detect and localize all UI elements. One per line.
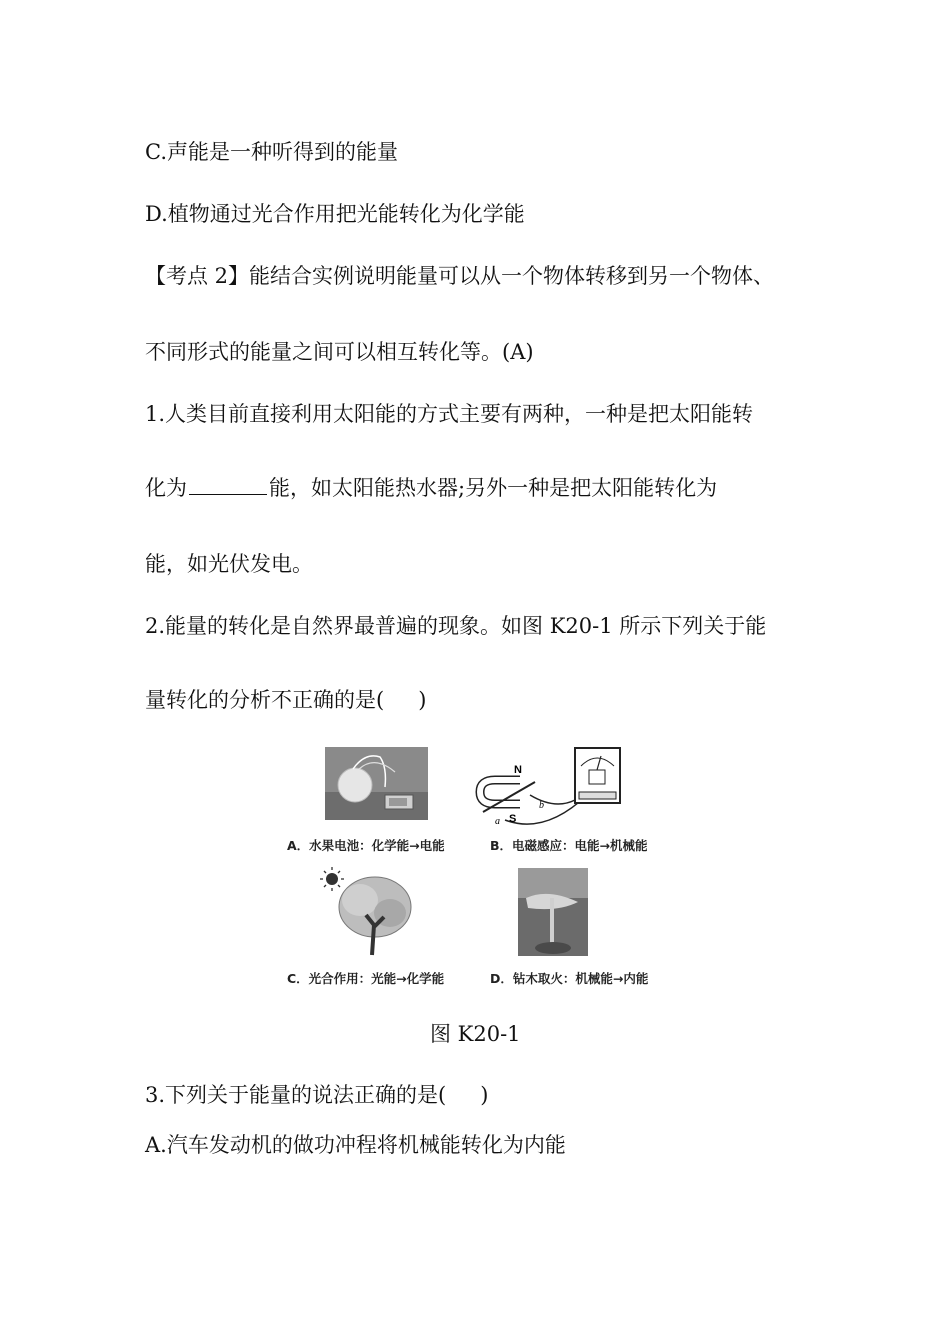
kaodian-line-1: 【考点 2】能结合实例说明能量可以从一个物体转移到另一个物体、 bbox=[145, 264, 775, 288]
figure-caption: 图 K20-1 bbox=[430, 1022, 521, 1046]
sun-icon bbox=[326, 873, 338, 885]
panel-b-caption: B．电磁感应：电能→机械能 bbox=[490, 838, 648, 853]
wire-label-b: b bbox=[539, 800, 544, 811]
panel-d-caption: D．钻木取火：机械能→内能 bbox=[490, 971, 649, 986]
magnet-pole-n: N bbox=[514, 764, 522, 776]
figure-k20-1 bbox=[285, 740, 680, 990]
question-3-close-paren: ) bbox=[480, 1083, 489, 1107]
magnet-pole-s: S bbox=[509, 813, 517, 825]
option-c: C.声能是一种听得到的能量 bbox=[145, 140, 398, 164]
panel-c-caption: C．光合作用：光能→化学能 bbox=[287, 971, 445, 986]
question-1-line-3: 能，如光伏发电。 bbox=[145, 552, 313, 576]
electromagnetic-induction-diagram bbox=[475, 740, 625, 830]
option-d: D.植物通过光合作用把光能转化为化学能 bbox=[145, 202, 525, 226]
question-1-text-a: 化为 bbox=[145, 476, 187, 500]
question-2-text: 量转化的分析不正确的是( bbox=[145, 688, 385, 712]
question-3-line-1 bbox=[145, 1081, 488, 1109]
photosynthesis-tree-image bbox=[320, 865, 420, 960]
question-1-line-2 bbox=[145, 474, 717, 502]
wire-label-a: a bbox=[495, 816, 500, 827]
question-3-option-a: A.汽车发动机的做功冲程将机械能转化为内能 bbox=[145, 1133, 566, 1157]
question-1-line-1: 1.人类目前直接利用太阳能的方式主要有两种，一种是把太阳能转 bbox=[145, 402, 754, 426]
question-3-text: 3.下列关于能量的说法正确的是( bbox=[145, 1083, 447, 1107]
kaodian-line-2: 不同形式的能量之间可以相互转化等。(A) bbox=[145, 340, 534, 364]
fruit-battery-image bbox=[325, 747, 428, 820]
question-2-line-1: 2.能量的转化是自然界最普遍的现象。如图 K20-1 所示下列关于能 bbox=[145, 614, 767, 638]
panel-a-caption: A．水果电池：化学能→电能 bbox=[287, 838, 445, 853]
answer-blank[interactable] bbox=[189, 476, 267, 495]
question-2-close-paren: ) bbox=[418, 688, 427, 712]
question-1-text-b: 能，如太阳能热水器;另外一种是把太阳能转化为 bbox=[269, 476, 718, 500]
drilling-wood-fire-image bbox=[518, 868, 588, 956]
question-2-line-2 bbox=[145, 686, 426, 714]
